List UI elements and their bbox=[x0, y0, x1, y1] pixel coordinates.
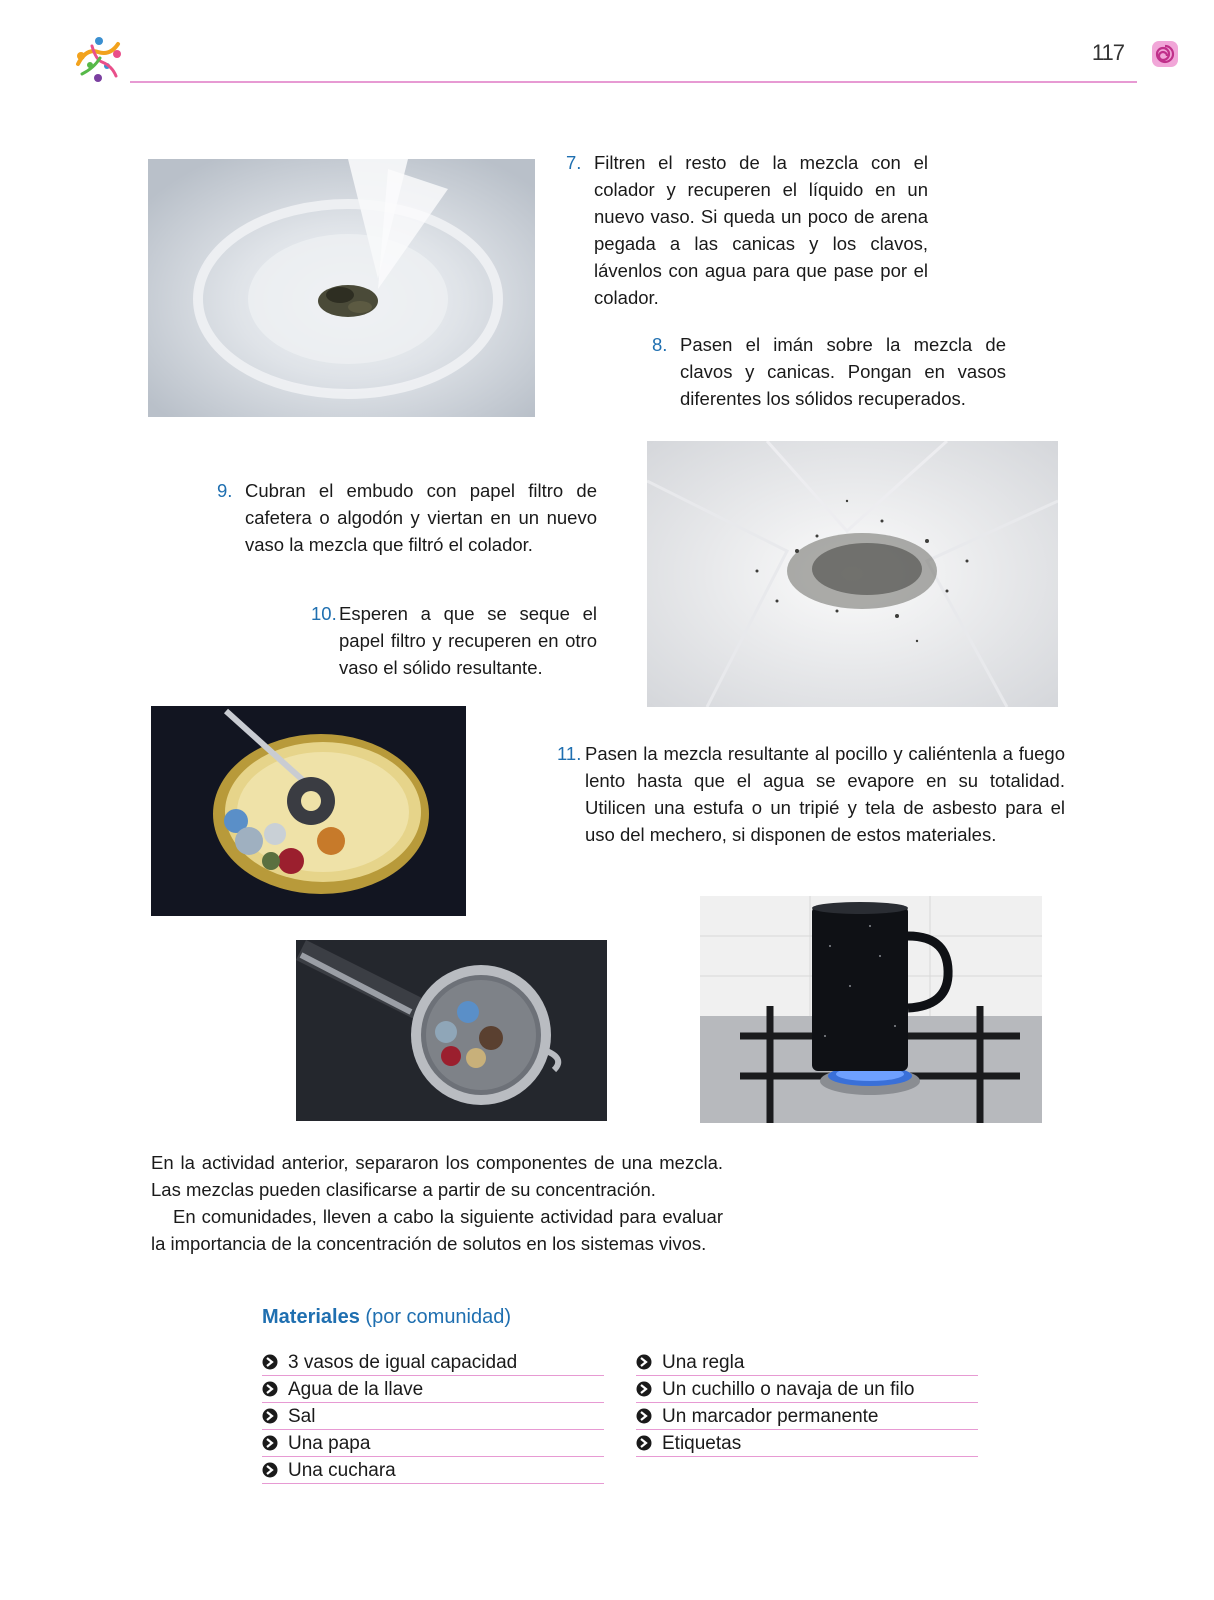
chevron-bullet-icon bbox=[636, 1354, 652, 1370]
chevron-bullet-icon bbox=[262, 1435, 278, 1451]
materials-subtitle: (por comunidad) bbox=[365, 1306, 512, 1328]
photo-magnet-marbles bbox=[151, 706, 466, 916]
list-item: Sal bbox=[262, 1403, 604, 1430]
community-logo-icon bbox=[72, 34, 124, 84]
step-11 bbox=[557, 740, 1065, 848]
chevron-bullet-icon bbox=[636, 1408, 652, 1424]
list-item: Un cuchillo o navaja de un filo bbox=[636, 1376, 978, 1403]
materials-title: Materiales bbox=[262, 1306, 360, 1328]
materials-list-left bbox=[262, 1349, 604, 1484]
list-item: Una regla bbox=[636, 1349, 978, 1376]
list-item: Agua de la llave bbox=[262, 1376, 604, 1403]
step-10 bbox=[311, 600, 597, 681]
paragraph-2: En comunidades, lleven a cabo la siguiente actividad para evaluar la importancia de la concentración de solutos en los sistemas vivos. bbox=[151, 1206, 723, 1254]
photo-pot-on-stove bbox=[700, 896, 1042, 1123]
list-item: 3 vasos de igual capacidad bbox=[262, 1349, 604, 1376]
step-number: 7. bbox=[566, 152, 582, 173]
step-9 bbox=[217, 477, 597, 558]
photo-filter-paper-solid bbox=[647, 441, 1058, 707]
step-text: Filtren el resto de la mezcla con el colador y recuperen el líquido en un nuevo vaso. Si queda un poco de arena pegada a las canicas y los clavos, lávenlos con agua para que pase por el colador. bbox=[594, 152, 928, 308]
list-item: Etiquetas bbox=[636, 1430, 978, 1457]
list-item: Una cuchara bbox=[262, 1457, 604, 1484]
paragraph-1: En la actividad anterior, separaron los componentes de una mezcla. Las mezclas pueden clasificarse a partir de su concentración. bbox=[151, 1152, 723, 1200]
step-text: Pasen la mezcla resultante al pocillo y caliéntenla a fuego lento hasta que el agua se evapore en su totalidad. Utilicen una estufa o un tripié y tela de asbesto para el uso del mechero, si disponen de estos materiales. bbox=[585, 743, 1065, 845]
chevron-bullet-icon bbox=[636, 1435, 652, 1451]
step-number: 10. bbox=[311, 603, 337, 624]
page-number: 117 bbox=[1091, 40, 1124, 65]
step-text: Cubran el embudo con papel filtro de cafetera o algodón y viertan en un nuevo vaso la mezcla que filtró el colador. bbox=[245, 480, 597, 555]
spiral-glyph-icon bbox=[1151, 40, 1179, 68]
step-8 bbox=[652, 331, 1006, 412]
step-text: Esperen a que se seque el papel filtro y recuperen en otro vaso el sólido resultante. bbox=[339, 603, 597, 678]
list-item: Una papa bbox=[262, 1430, 604, 1457]
step-number: 8. bbox=[652, 334, 668, 355]
chevron-bullet-icon bbox=[262, 1462, 278, 1478]
chevron-bullet-icon bbox=[636, 1381, 652, 1397]
list-item: Un marcador permanente bbox=[636, 1403, 978, 1430]
materials-list-right bbox=[636, 1349, 978, 1457]
chevron-bullet-icon bbox=[262, 1408, 278, 1424]
materials-heading bbox=[262, 1306, 511, 1329]
body-paragraph bbox=[151, 1149, 723, 1257]
step-text: Pasen el imán sobre la mezcla de clavos y canicas. Pongan en vasos diferentes los sólidos recuperados. bbox=[680, 334, 1006, 409]
chevron-bullet-icon bbox=[262, 1381, 278, 1397]
step-number: 11. bbox=[557, 743, 582, 764]
chevron-bullet-icon bbox=[262, 1354, 278, 1370]
step-number: 9. bbox=[217, 480, 233, 501]
photo-colander-residue bbox=[148, 159, 535, 417]
step-7 bbox=[566, 149, 928, 311]
photo-strainer-marbles bbox=[296, 940, 607, 1121]
header-rule bbox=[130, 81, 1137, 83]
